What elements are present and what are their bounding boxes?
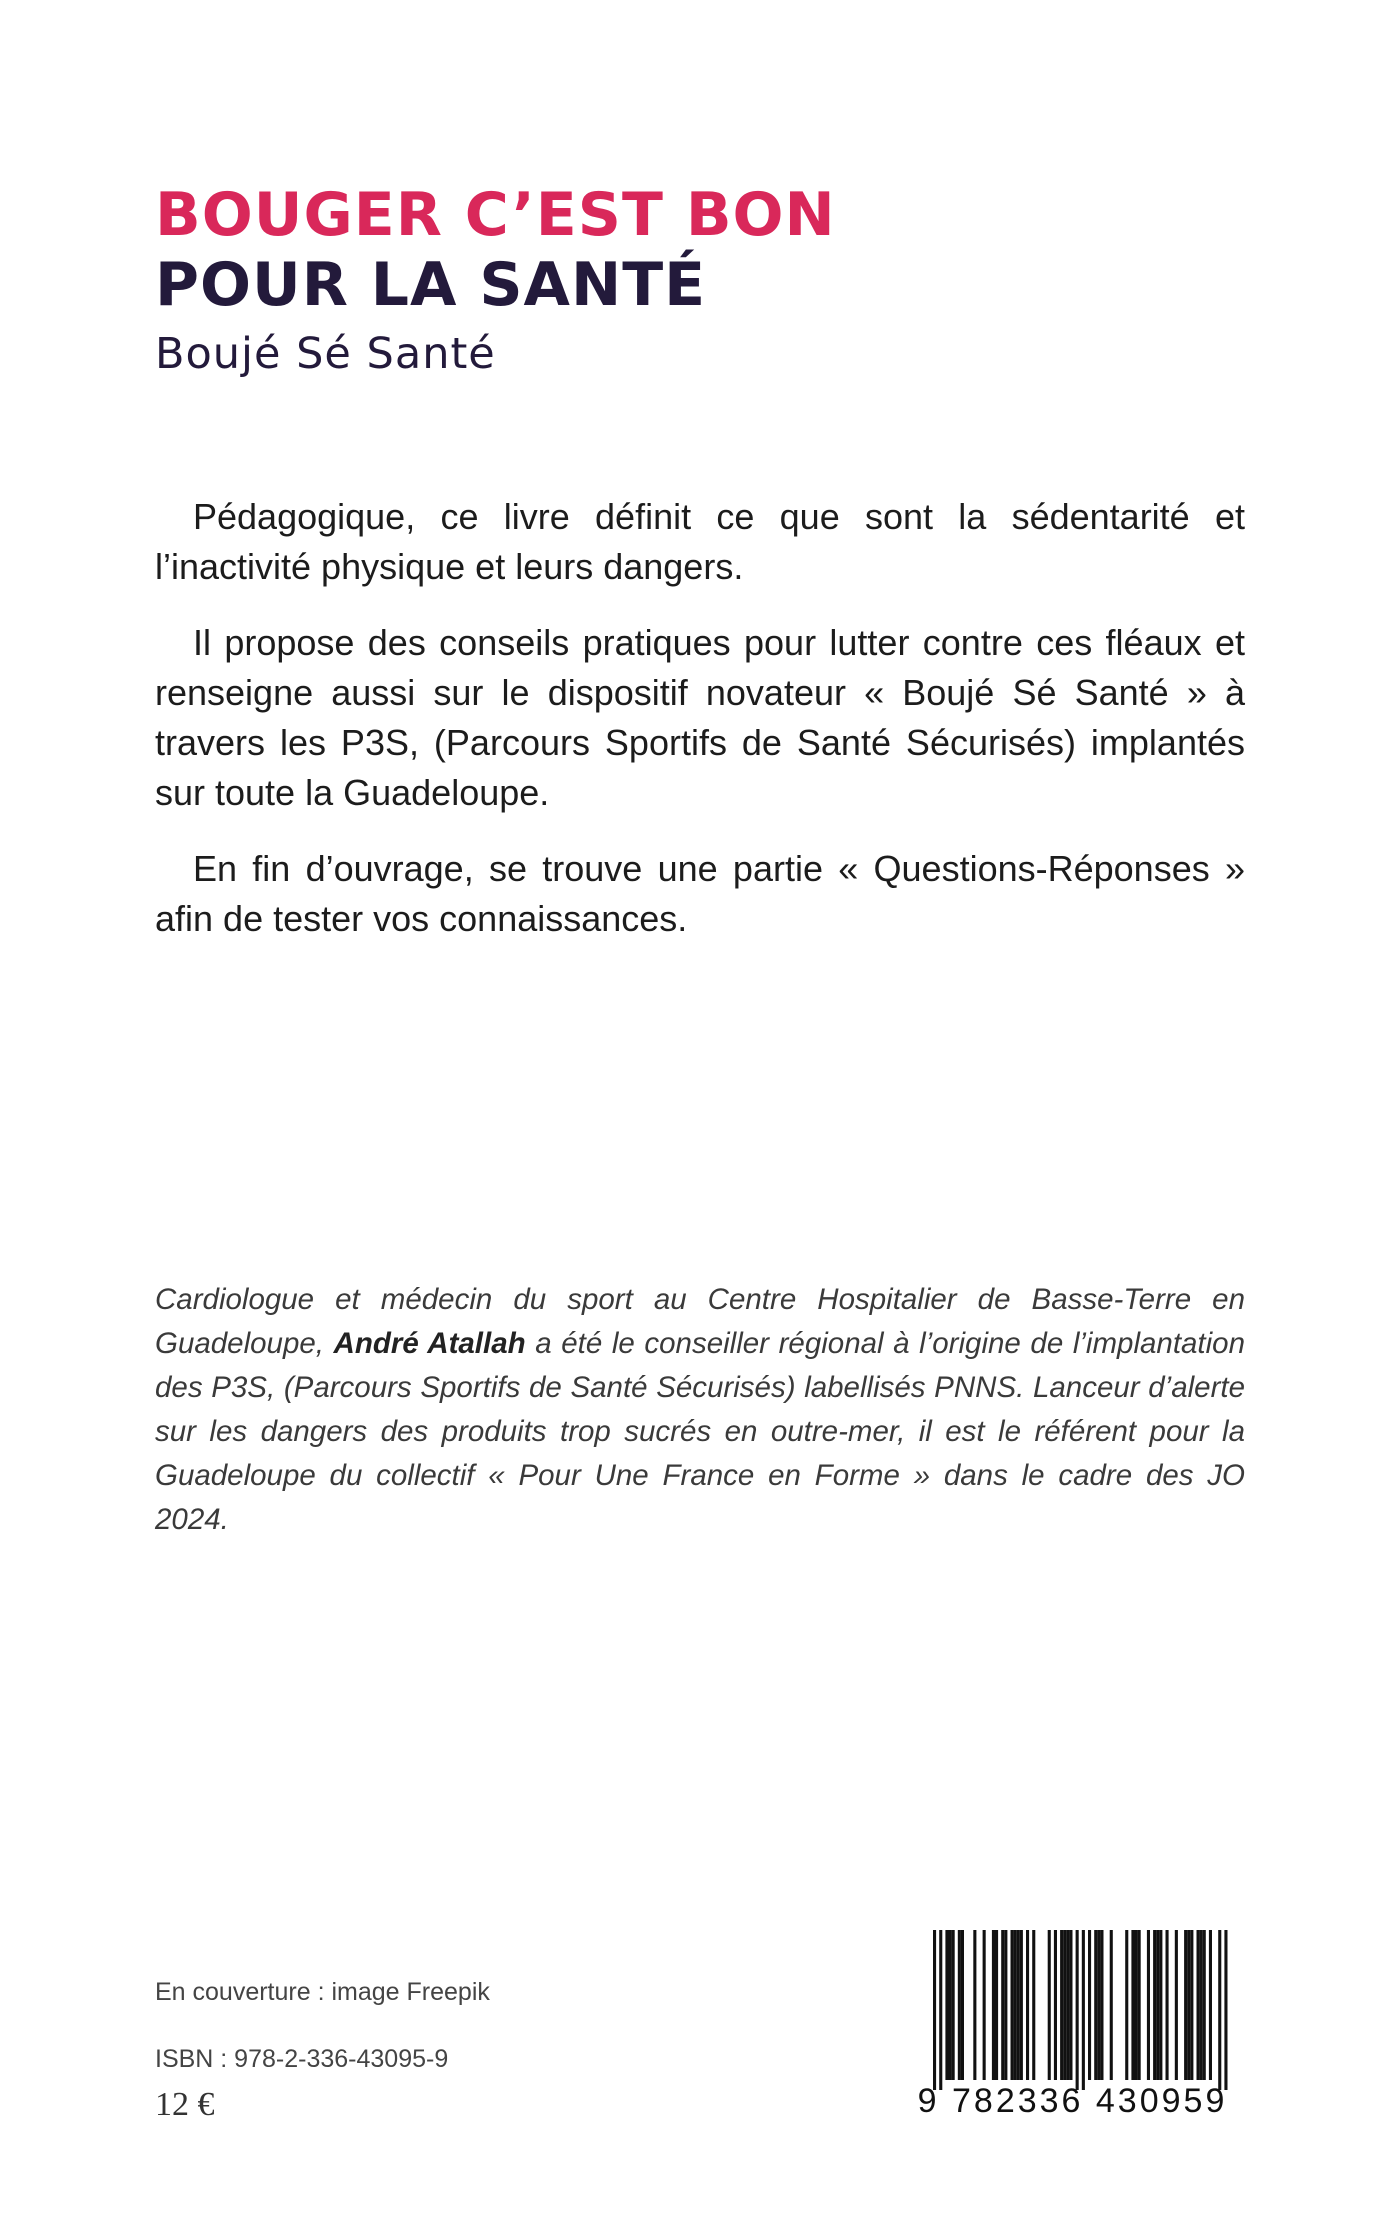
back-cover-blurb: [155, 492, 1245, 970]
blurb-paragraph-1: Pédagogique, ce livre définit ce que sont la sédentarité et l’inactivité physique et leurs dangers.: [155, 496, 1245, 587]
barcode-bar: [1011, 1930, 1014, 2080]
barcode-bar: [1156, 1930, 1159, 2080]
barcode-bar: [1026, 1930, 1029, 2080]
barcode-bar: [1100, 1930, 1103, 2080]
barcode-bars: [905, 1930, 1240, 2090]
barcode-bar: [1138, 1930, 1141, 2080]
isbn: ISBN : 978-2-336-43095-9: [155, 2045, 449, 2073]
barcode-bar: [1153, 1930, 1156, 2080]
barcode-bar: [1197, 1930, 1200, 2080]
blurb-paragraph-3: En fin d’ouvrage, se trouve une partie « Questions-Réponses » afin de tester vos connaissances.: [155, 848, 1245, 939]
barcode-bar: [1184, 1930, 1187, 2080]
barcode-bar: [1082, 1930, 1085, 2090]
barcode-bar: [1209, 1930, 1212, 2080]
barcode-bar: [1218, 1930, 1221, 2090]
barcode-bar: [973, 1930, 976, 2080]
barcode-bar: [958, 1930, 961, 2080]
barcode-bar: [952, 1930, 955, 2080]
barcode-bar: [1076, 1930, 1079, 2090]
barcode-bar: [1190, 1930, 1193, 2080]
isbn-barcode: [905, 1930, 1240, 2130]
barcode-bar: [1166, 1930, 1169, 2080]
barcode-bar: [961, 1930, 964, 2080]
barcode-bar: [1088, 1930, 1091, 2080]
barcode-bar: [1131, 1930, 1134, 2080]
barcode-bar: [1097, 1930, 1100, 2080]
author-name: André Atallah: [333, 1327, 526, 1360]
barcode-bar: [1203, 1930, 1206, 2080]
barcode-bar: [939, 1930, 942, 2090]
book-subtitle: Boujé Sé Santé: [155, 329, 496, 379]
barcode-bar: [1032, 1930, 1035, 2080]
barcode-bar: [1020, 1930, 1023, 2080]
barcode-bar: [1159, 1930, 1162, 2080]
barcode-bar: [1175, 1930, 1178, 2080]
barcode-bar: [1048, 1930, 1051, 2080]
barcode-bar: [983, 1930, 986, 2080]
book-title-line-1: BOUGER C’EST BON: [155, 180, 836, 250]
barcode-bar: [1110, 1930, 1113, 2080]
barcode-bar: [949, 1930, 952, 2080]
barcode-bar: [1135, 1930, 1138, 2080]
barcode-bar: [1187, 1930, 1190, 2080]
barcode-bar: [1063, 1930, 1066, 2080]
barcode-bar: [1069, 1930, 1072, 2080]
barcode-bar: [933, 1930, 936, 2090]
barcode-bar: [945, 1930, 948, 2080]
title-block: [155, 180, 1255, 384]
price: 12 €: [155, 2086, 215, 2123]
barcode-bar: [1054, 1930, 1057, 2080]
barcode-bar: [1147, 1930, 1150, 2080]
barcode-bar: [1224, 1930, 1227, 2090]
barcode-bar: [1004, 1930, 1007, 2080]
blurb-paragraph-2: Il propose des conseils pratiques pour lutter contre ces fléaux et renseigne aussi sur le dispositif novateur « Boujé Sé Santé » à travers les P3S, (Parcours Sportifs de Santé Sécurisés) implantés sur toute la Guadeloupe.: [155, 622, 1245, 813]
barcode-bar: [1017, 1930, 1020, 2080]
barcode-bar: [995, 1930, 998, 2080]
barcode-bar: [1094, 1930, 1097, 2080]
barcode-bar: [992, 1930, 995, 2080]
barcode-digits: 9 782336 430959: [917, 2082, 1228, 2120]
barcode-bar: [1200, 1930, 1203, 2080]
cover-credit: En couverture : image Freepik: [155, 1978, 490, 2006]
barcode-bar: [1014, 1930, 1017, 2080]
barcode-bar: [1001, 1930, 1004, 2080]
author-bio-intro: Cardiologue et médecin du sport au Centre Hospitalier de Basse-Terre en Guadeloupe,: [155, 1283, 1245, 1360]
barcode-bar: [1066, 1930, 1069, 2080]
author-bio: [155, 1278, 1245, 1542]
book-title-line-2: POUR LA SANTÉ: [155, 250, 707, 320]
barcode-bar: [1125, 1930, 1128, 2080]
author-bio-rest: a été le conseiller régional à l’origine de l’implantation des P3S, (Parcours Sportifs de Santé Sécurisés) labellisés PNNS. Lanceur d’alerte sur les dangers des produits trop sucrés en outre-mer, il est le référent pour la Guadeloupe du collectif « Pour Une France en Forme » dans le cadre des JO 2024.: [155, 1327, 1245, 1536]
barcode-bar: [1060, 1930, 1063, 2080]
